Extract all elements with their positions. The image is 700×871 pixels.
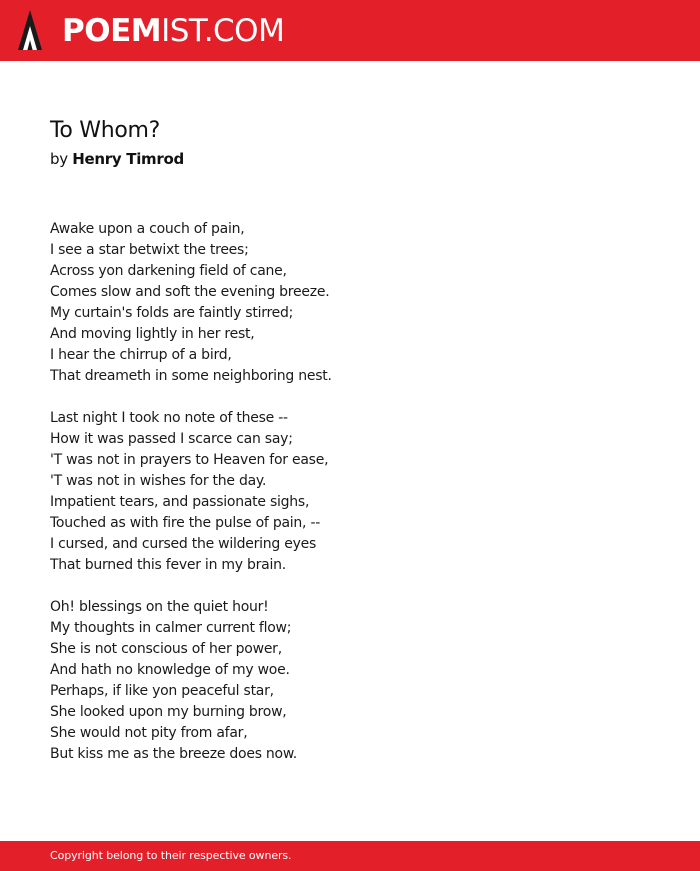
pencil-tip-icon[interactable] — [18, 10, 42, 51]
poem-line: And hath no knowledge of my woe. — [50, 662, 290, 678]
poem-byline — [50, 149, 184, 169]
poem-line: How it was passed I scarce can say; — [50, 431, 293, 447]
poem-line: Last night I took no note of these -- — [50, 410, 288, 426]
poem-line: Touched as with fire the pulse of pain, -- — [50, 515, 321, 531]
logo-text-light: IST.COM — [161, 13, 285, 49]
poem-line: Perhaps, if like yon peaceful star, — [50, 683, 274, 699]
poem-line: That dreameth in some neighboring nest. — [50, 368, 332, 384]
site-header — [0, 0, 700, 61]
stanza — [50, 408, 650, 576]
poem-body — [50, 219, 650, 786]
site-logo[interactable] — [62, 13, 284, 49]
poem-line: She looked upon my burning brow, — [50, 704, 287, 720]
poem-line: I cursed, and cursed the wildering eyes — [50, 536, 317, 552]
poem-line: She is not conscious of her power, — [50, 641, 282, 657]
site-footer — [0, 841, 700, 871]
poem-line: Comes slow and soft the evening breeze. — [50, 284, 330, 300]
poem-line: Awake upon a couch of pain, — [50, 221, 245, 237]
poem-title: To Whom? — [50, 118, 161, 143]
stanza — [50, 219, 650, 387]
copyright-notice: Copyright belong to their respective owners. — [50, 849, 292, 862]
poem-line: Across yon darkening field of cane, — [50, 263, 287, 279]
poem-line: And moving lightly in her rest, — [50, 326, 255, 342]
logo-text-bold: POEM — [62, 13, 162, 49]
author-name: Henry Timrod — [72, 150, 184, 168]
poem-line: My curtain's folds are faintly stirred; — [50, 305, 294, 321]
poem-line: That burned this fever in my brain. — [50, 557, 286, 573]
poem-line: 'T was not in prayers to Heaven for ease, — [50, 452, 329, 468]
poem-line: But kiss me as the breeze does now. — [50, 746, 297, 762]
poem-line: My thoughts in calmer current flow; — [50, 620, 292, 636]
poem-line: Impatient tears, and passionate sighs, — [50, 494, 310, 510]
stanza — [50, 597, 650, 765]
poem-line: I see a star betwixt the trees; — [50, 242, 249, 258]
poem-line: 'T was not in wishes for the day. — [50, 473, 267, 489]
poem-line: I hear the chirrup of a bird, — [50, 347, 232, 363]
poem-line: She would not pity from afar, — [50, 725, 248, 741]
by-label: by — [50, 150, 68, 168]
poem-line: Oh! blessings on the quiet hour! — [50, 599, 269, 615]
